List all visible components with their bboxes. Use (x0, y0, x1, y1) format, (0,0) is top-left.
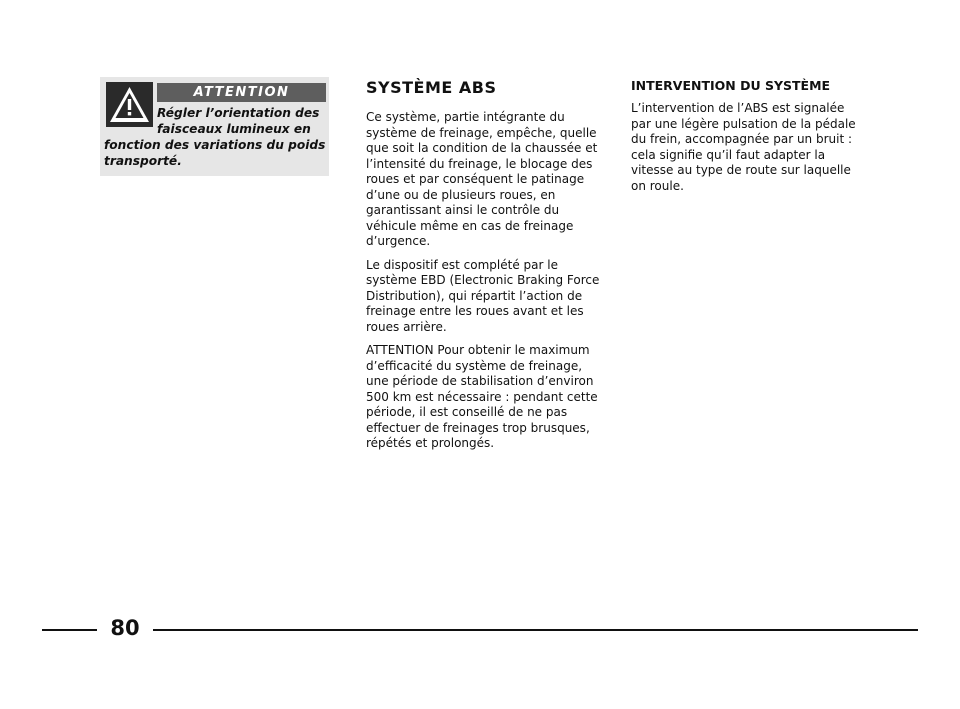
intervention-title: INTERVENTION DU SYSTÈME (631, 78, 831, 93)
intervention-paragraph: L’intervention de l’ABS est signalée par une légère pulsation de la pédale du frein, accompagnée par un bruit : cela signifie qu’il faut adapter la vitesse au type de route sur laquelle on roule. (631, 101, 856, 193)
intervention-section (631, 78, 867, 202)
attention-text-content: Régler l’orientation des faisceaux lumineux en fonction des variations du poids transporté. (104, 106, 326, 168)
footer-rule-left (42, 629, 97, 631)
abs-paragraph: Ce système, partie intégrante du système de freinage, empêche, quelle que soit la condition de la chaussée et l’intensité du freinage, le blocage des roues et par conséquent le patinage d’une ou de plusieurs roues, en garantissant ainsi le contrôle du véhicule même en cas de freinage d’urgence. (366, 110, 598, 248)
attention-heading: ATTENTION (157, 83, 326, 102)
page-number: 80 (110, 616, 140, 640)
footer-rule-right (153, 629, 918, 631)
abs-section (366, 78, 601, 460)
attention-box (100, 77, 329, 176)
abs-title: SYSTÈME ABS (366, 78, 497, 97)
abs-paragraph: Le dispositif est complété par le système EBD (Electronic Braking Force Distribution), qui répartit l’action de freinage entre les roues avant et les roues arrière. (366, 257, 600, 334)
abs-paragraph: ATTENTION Pour obtenir le maximum d’efficacité du système de freinage, une période de stabilisation d’environ 500 km est nécessaire : pendant cette période, il est conseillé de ne pas effectuer de freinages trop brusques, répétés et prolongés. (366, 343, 598, 450)
attention-text (104, 105, 326, 169)
